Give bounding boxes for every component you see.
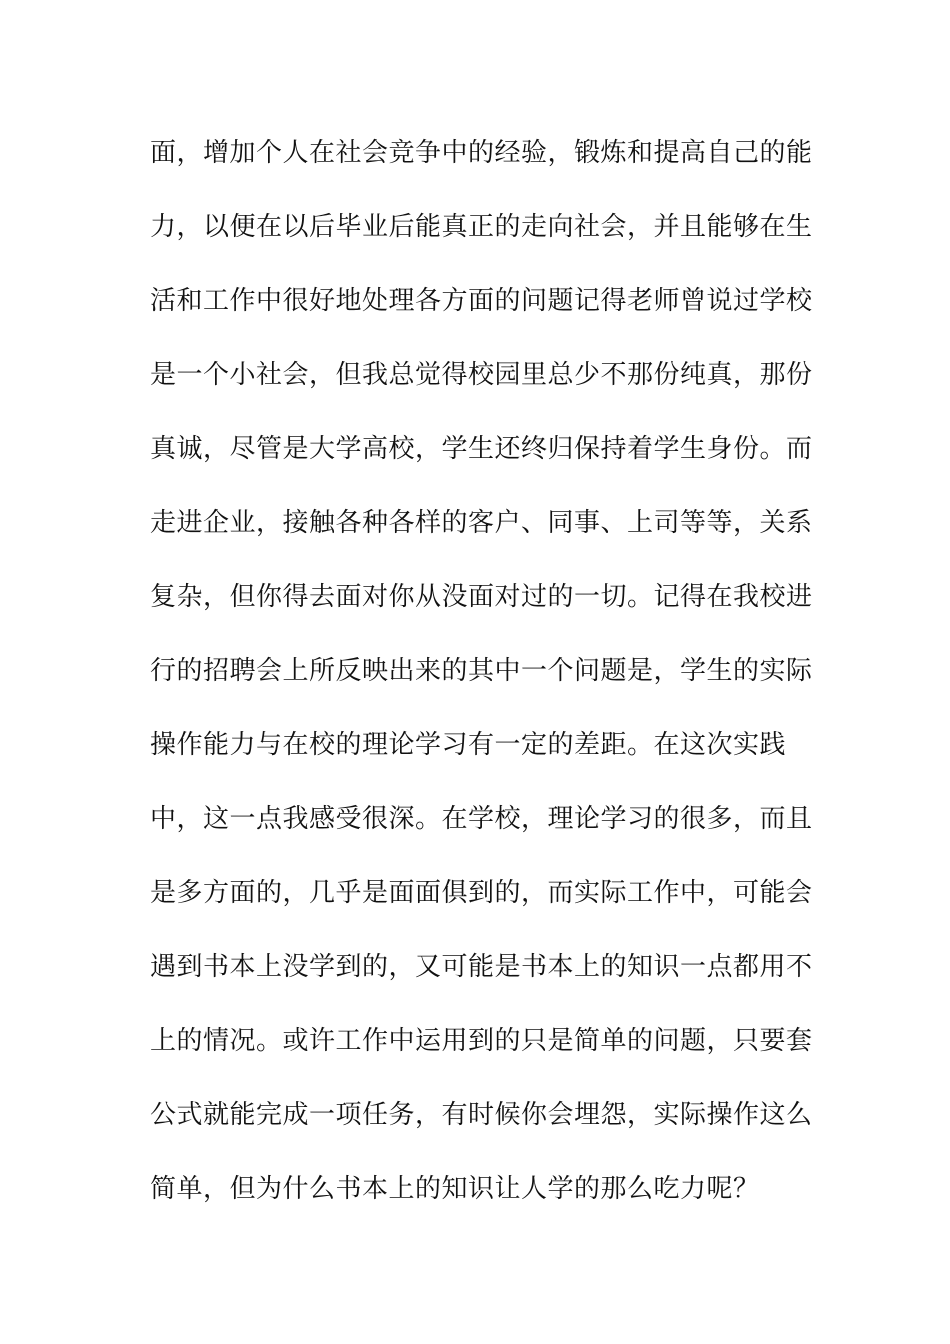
text-line: 面，增加个人在社会竞争中的经验，锻炼和提高自己的能 — [150, 138, 813, 168]
text-line: 真诚，尽管是大学高校，学生还终归保持着学生身份。而 — [150, 434, 813, 464]
text-line: 中，这一点我感受很深。在学校，理论学习的很多，而且 — [150, 804, 813, 834]
text-line: 公式就能完成一项任务，有时候你会埋怨，实际操作这么 — [150, 1100, 813, 1130]
text-line: 是一个小社会，但我总觉得校园里总少不那份纯真，那份 — [150, 360, 813, 390]
text-line: 简单，但为什么书本上的知识让人学的那么吃力呢？ — [150, 1174, 760, 1204]
text-line: 上的情况。或许工作中运用到的只是简单的问题，只要套 — [150, 1026, 813, 1056]
text-line: 力，以便在以后毕业后能真正的走向社会，并且能够在生 — [150, 212, 813, 242]
text-line: 走进企业，接触各种各样的客户、同事、上司等等，关系 — [150, 508, 813, 538]
body-paragraph — [150, 126, 813, 1236]
text-line: 活和工作中很好地处理各方面的问题记得老师曾说过学校 — [150, 286, 813, 316]
text-line: 复杂，但你得去面对你从没面对过的一切。记得在我校进 — [150, 582, 813, 612]
text-line: 是多方面的，几乎是面面俱到的，而实际工作中，可能会 — [150, 878, 813, 908]
text-line: 操作能力与在校的理论学习有一定的差距。在这次实践 — [150, 730, 787, 760]
text-line: 行的招聘会上所反映出来的其中一个问题是，学生的实际 — [150, 656, 813, 686]
text-line: 遇到书本上没学到的，又可能是书本上的知识一点都用不 — [150, 952, 813, 982]
